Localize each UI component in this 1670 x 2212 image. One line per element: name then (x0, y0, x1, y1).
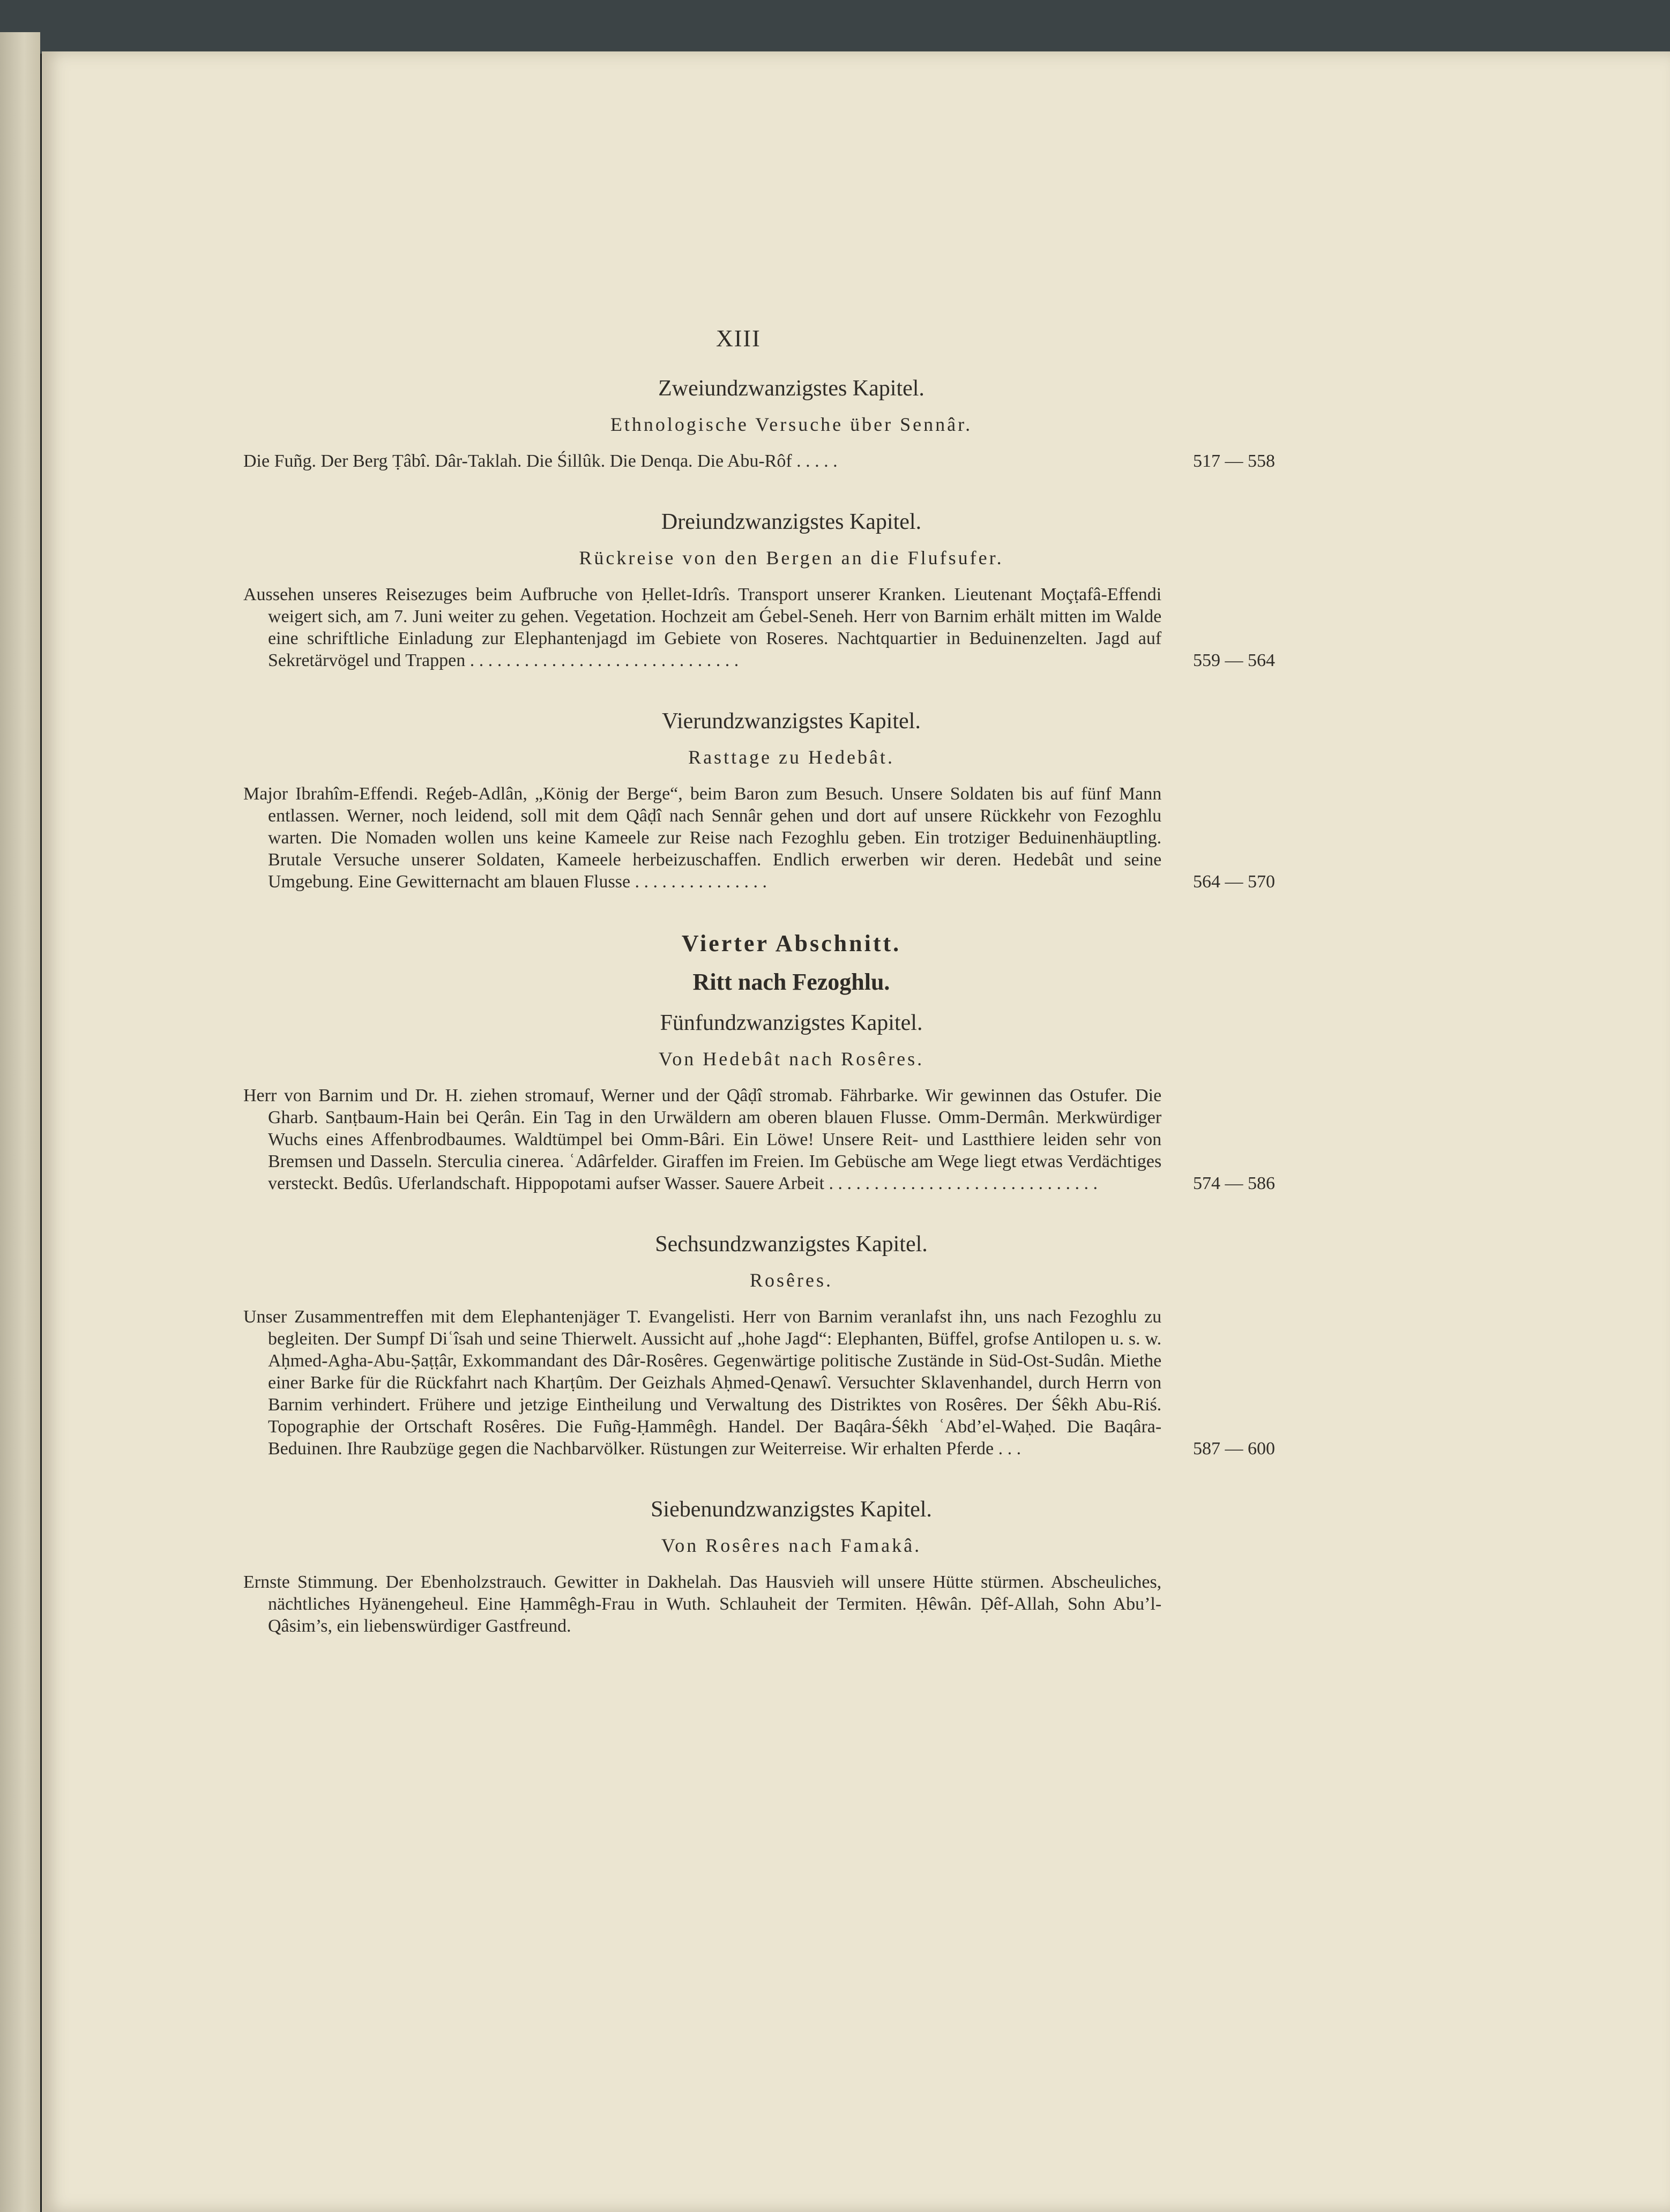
chapter-26 (243, 1231, 1275, 1460)
chapter-entry (243, 1085, 1275, 1194)
chapter-summary: Major Ibrahîm-Effendi. Reǵeb-Adlân, „König der Berge“, beim Baron zum Besuch. Unsere Soldaten bis auf fünf Mann entlassen. Werner, noch leidend, soll mit dem Qâḍî nach Sennâr gehen und dort auf unsere Rückkehr von Fezoghlu warten. Die Nomaden wollen uns keine Kameele zur Reise nach Fezoghlu geben. Ein trotziger Beduinenhäuptling. Brutale Versuche unserer Soldaten, Kameele herbeizuschaffen. Endlich erwerben wir deren. Hedebât und seine Umgebung. Eine Gewitternacht am blauen Flusse . . . . . . . . . . . . . . . (243, 784, 1162, 892)
page-range: 564 — 570 (1193, 872, 1275, 892)
chapter-entry (243, 1571, 1275, 1637)
chapter-title: Siebenundzwanzigstes Kapitel. (651, 1497, 932, 1522)
chapter-title: Fünfundzwanzigstes Kapitel. (660, 1011, 923, 1035)
chapter-summary: Aussehen unseres Reisezuges beim Aufbruche von Ḥellet-Idrîs. Transport unserer Kranken. Lieutenant Moçṭafâ-Effendi weigert sich, am 7. Juni weiter zu gehen. Vegetation. Hochzeit am Ǵebel-Seneh. Herr von Barnim erhält mitten im Walde eine schriftliche Einladung zur Elephantenjagd im Gebiete von Roseres. Nachtquartier in Beduinenzelten. Jagd auf Sekretärvögel und Trappen . . . . . . . . . . . . . . . . . . . . . . . . . . . . . . (243, 585, 1162, 670)
chapter-subtitle: Ethnologische Versuche über Sennâr. (610, 414, 973, 435)
chapter-23 (243, 509, 1275, 671)
table-of-contents (243, 375, 1275, 1673)
section-title: Vierter Abschnitt. (681, 930, 901, 956)
page-range: 574 — 586 (1193, 1174, 1275, 1193)
chapter-entry (243, 450, 1275, 472)
chapter-title: Dreiundzwanzigstes Kapitel. (661, 510, 922, 534)
page-number: XIII (716, 325, 761, 352)
chapter-subtitle: Von Hedebât nach Rosêres. (658, 1048, 925, 1070)
chapter-subtitle: Rückreise von den Bergen an die Flufsufer. (579, 547, 1004, 569)
chapter-summary: Herr von Barnim und Dr. H. ziehen stromauf, Werner und der Qâḍî stromab. Fährbarke. Wir gewinnen das Ostufer. Die Gharb. Sanṭbaum-Hain bei Qerân. Ein Tag in den Urwäldern am oberen blauen Flusse. Omm-Dermân. Merkwürdiger Wuchs eines Affenbrodbaumes. Waldtümpel bei Omm-Bâri. Ein Löwe! Unsere Reit- und Lastthiere leiden sehr von Bremsen und Dasseln. Sterculia cinerea. ʿAdârfelder. Giraffen im Freien. Im Gebüsche am Wege liegt etwas Verdächtiges versteckt. Bedûs. Uferlandschaft. Hippopotami aufser Wasser. Sauere Arbeit . . . . . . . . . . . . . . . . . . . . . . . . . . . . . . (243, 1086, 1162, 1193)
chapter-title: Vierundzwanzigstes Kapitel. (662, 709, 921, 734)
chapter-title: Zweiundzwanzigstes Kapitel. (658, 376, 925, 401)
chapter-24 (243, 708, 1275, 893)
chapter-subtitle: Rosêres. (750, 1269, 833, 1291)
chapter-subtitle: Von Rosêres nach Famakâ. (661, 1535, 922, 1556)
chapter-summary: Die Fuñg. Der Berg Ṭâbî. Dâr-Taklah. Die Śillûk. Die Denqa. Die Abu-Rôf . . . . . (243, 451, 838, 471)
chapter-22 (243, 375, 1275, 472)
chapter-summary: Unser Zusammentreffen mit dem Elephantenjäger T. Evangelisti. Herr von Barnim veranlafst ihn, uns nach Fezoghlu zu begleiten. Der Sumpf Diʿîsah und seine Thierwelt. Aussicht auf „hohe Jagd“: Elephanten, Büffel, grofse Antilopen u. s. w. Aḥmed-Agha-Abu-Ṣaṭṭâr, Exkommandant des Dâr-Rosêres. Gegenwärtige politische Zustände in Süd-Ost-Sudân. Miethe einer Barke für die Rückfahrt nach Kharṭûm. Der Geizhals Aḥmed-Qenawî. Versuchter Sklavenhandel, durch Herrn von Barnim verhindert. Frühere und jetzige Eintheilung und Verwaltung des Distriktes von Rosêres. Der Śêkh Abu-Riś. Topographie der Ortschaft Rosêres. Die Fuñg-Ḥammêgh. Handel. Der Baqâra-Śêkh ʿAbd’el-Waḥed. Die Baqâra-Beduinen. Ihre Raubzüge gegen die Nachbarvölker. Rüstungen zur Weiterreise. Wir erhalten Pferde . . . (243, 1307, 1162, 1459)
book-cover-edge (0, 0, 1670, 54)
page-range: 587 — 600 (1193, 1439, 1275, 1459)
facing-page-edge (0, 32, 40, 2212)
chapter-subtitle: Rasttage zu Hedebât. (688, 746, 894, 768)
page-range: 517 — 558 (1193, 451, 1275, 471)
section-heading (243, 929, 1275, 997)
chapter-entry (243, 584, 1275, 671)
chapter-entry (243, 1306, 1275, 1460)
chapter-entry (243, 783, 1275, 893)
chapter-title: Sechsundzwanzigstes Kapitel. (655, 1232, 928, 1257)
chapter-25 (243, 1010, 1275, 1194)
section-subtitle: Ritt nach Fezoghlu. (692, 969, 890, 995)
page-range: 559 — 564 (1193, 651, 1275, 670)
chapter-summary: Ernste Stimmung. Der Ebenholzstrauch. Gewitter in Dakhelah. Das Hausvieh will unsere Hütte stürmen. Abscheuliches, nächtliches Hyänengeheul. Eine Ḥammêgh-Frau in Wuth. Schlauheit der Termiten. Ḥêwân. Ḍêf-Allah, Sohn Abu’l-Qâsim’s, ein liebenswürdiger Gastfreund. (243, 1572, 1162, 1636)
chapter-27 (243, 1496, 1275, 1637)
